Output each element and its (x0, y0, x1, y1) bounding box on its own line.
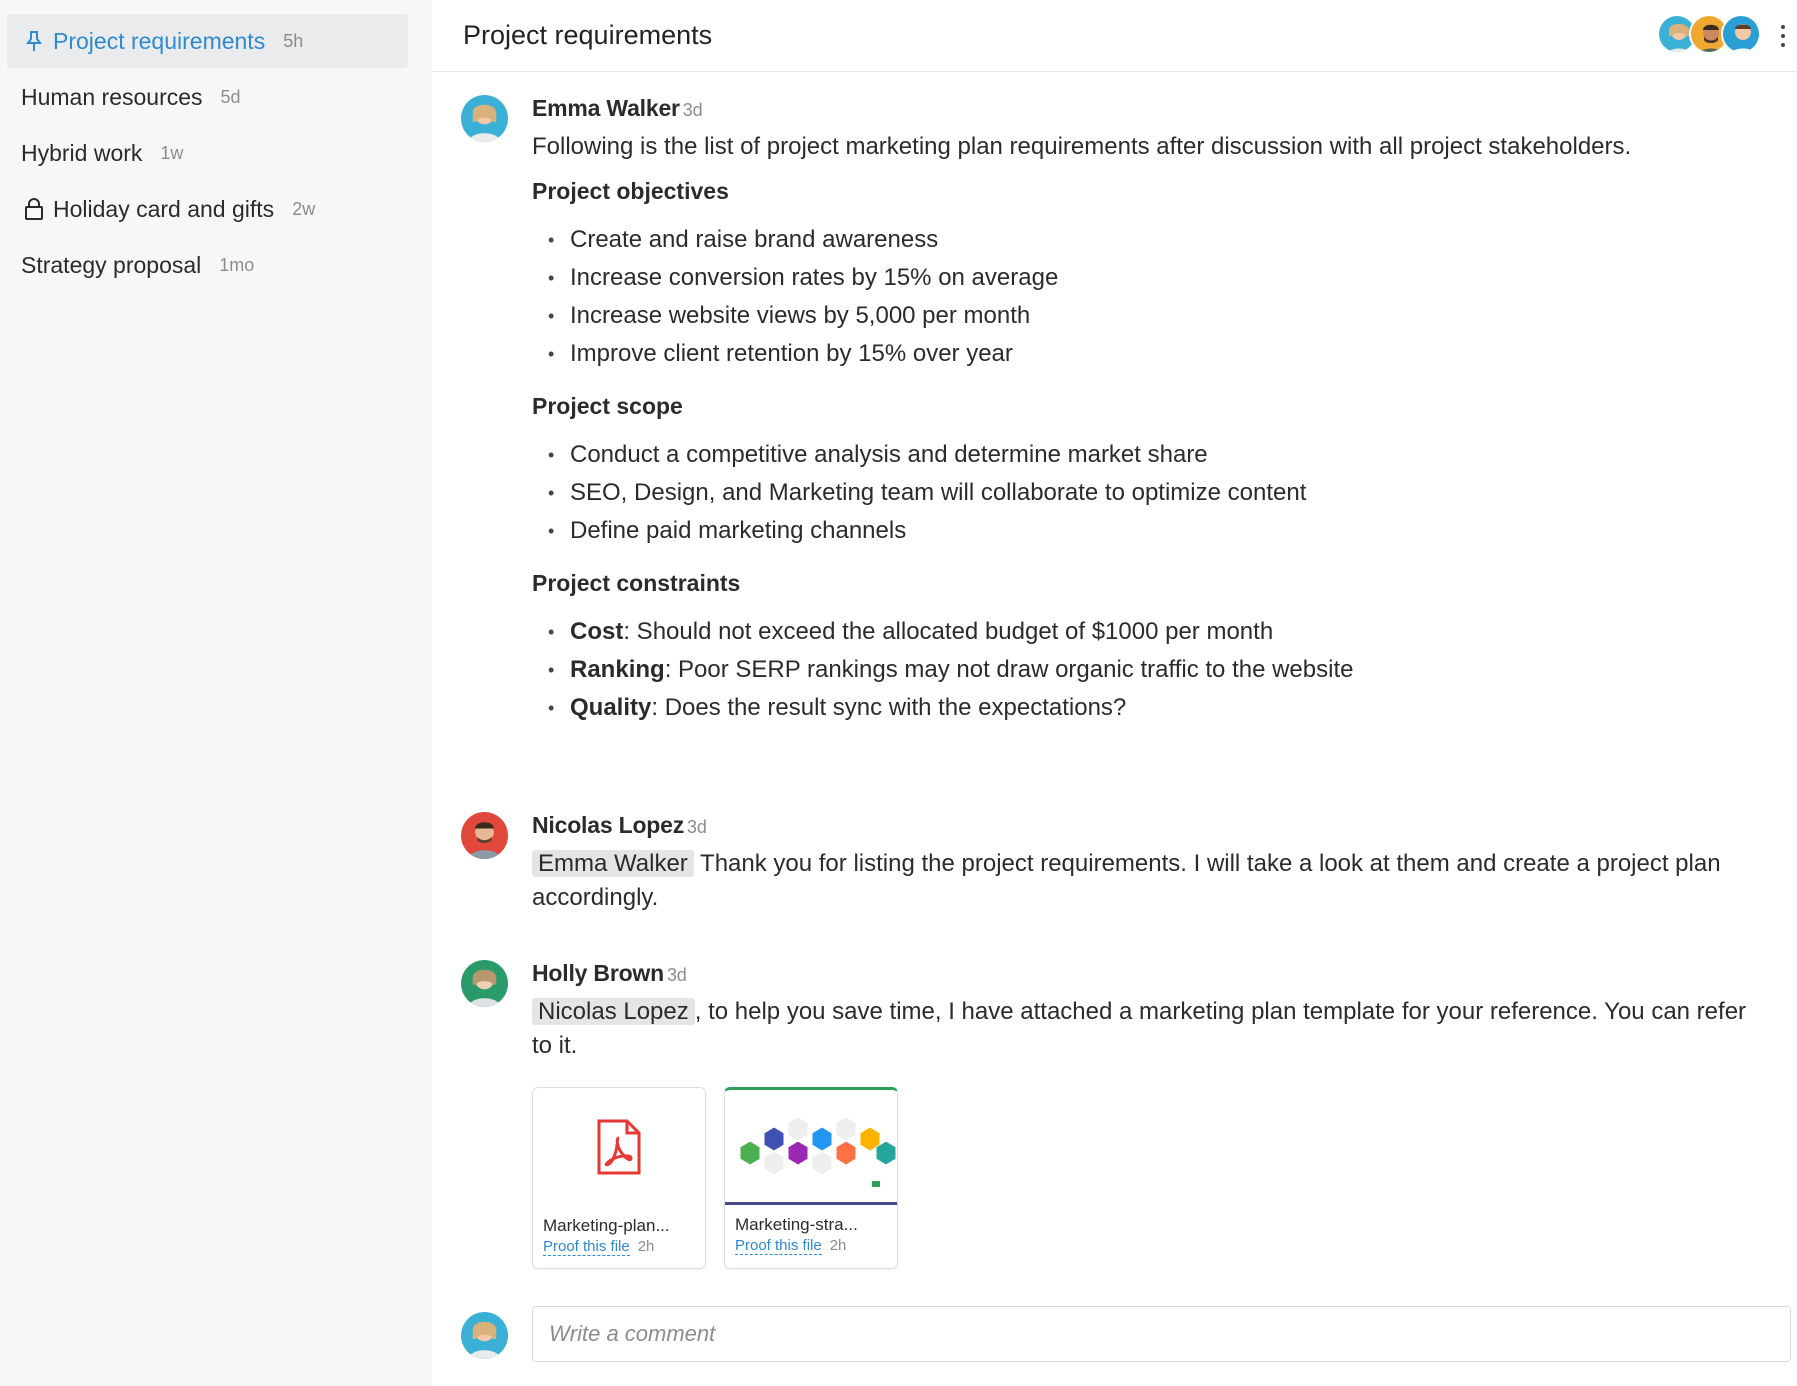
proof-file-link[interactable]: Proof this file (543, 1238, 630, 1255)
sidebar-item-time: 5d (220, 86, 241, 107)
comment-text (532, 847, 1767, 915)
divider (725, 1202, 897, 1205)
list-item (548, 689, 1767, 727)
attachment-name: Marketing-stra... (735, 1215, 858, 1234)
avatar[interactable] (461, 95, 508, 142)
list-item (548, 651, 1767, 689)
bullet-list (548, 436, 1767, 550)
list-item: • SEO, Design, and Marketing team will collaborate to optimize content (548, 474, 1767, 512)
constraint-label: Ranking (570, 656, 665, 683)
constraint-text: : Does the result sync with the expectations? (651, 694, 1127, 721)
comment-time: 3d (682, 100, 703, 120)
comment (461, 95, 1767, 727)
attachment-thumbnail[interactable] (725, 1090, 897, 1202)
mention[interactable]: Emma Walker (532, 850, 694, 877)
sidebar-item-time: 1w (160, 142, 184, 163)
comment-time: 3d (687, 817, 707, 837)
pdf-icon (596, 1118, 642, 1176)
pin-icon (21, 28, 47, 54)
comment-text: Following is the list of project marketing plan requirements after discussion with all project stakeholders. (532, 133, 1632, 160)
list-item: • Increase website views by 5,000 per month (548, 297, 1767, 335)
sidebar-item-holiday-card[interactable] (7, 182, 408, 236)
section-heading: Project constraints (532, 570, 741, 596)
constraint-label: Quality (570, 694, 652, 721)
comment-author (532, 812, 1767, 839)
lock-icon (21, 196, 47, 222)
comment-input[interactable] (532, 1306, 1791, 1362)
sidebar-item-label: Holiday card and gifts (53, 195, 275, 222)
comment-author (532, 95, 1767, 122)
constraint-text: : Poor SERP rankings may not draw organic traffic to the website (664, 656, 1354, 683)
proof-file-link[interactable]: Proof this file (735, 1237, 822, 1254)
section-heading: Project objectives (532, 178, 729, 204)
comment (461, 960, 1767, 1269)
sidebar-item-label: Project requirements (53, 27, 266, 54)
avatar (461, 1312, 508, 1359)
comment-text-content: Thank you for listing the project requirements. I will take a look at them and create a project plan accordingly. (532, 850, 1721, 911)
attachments (532, 1087, 1767, 1269)
sidebar-item-human-resources[interactable] (7, 70, 408, 124)
sidebar-item-label: Hybrid work (21, 139, 143, 166)
list-item: • Increase conversion rates by 15% on average (548, 259, 1767, 297)
comment (461, 812, 1767, 915)
attachment-name: Marketing-plan... (543, 1216, 670, 1235)
constraint-text: : Should not exceed the allocated budget of $1000 per month (623, 618, 1274, 645)
sidebar-item-project-requirements[interactable] (7, 14, 408, 68)
comment-feed (432, 73, 1797, 1386)
bullet-list (548, 221, 1767, 373)
sidebar (0, 0, 432, 1386)
sidebar-item-label: Strategy proposal (21, 251, 202, 278)
sidebar-item-time: 2w (292, 198, 316, 219)
sidebar-item-hybrid-work[interactable] (7, 126, 408, 180)
comment-text-content: , to help you save time, I have attached a marketing plan template for your reference. You can refer to it. (532, 998, 1747, 1059)
list-item: • Define paid marketing channels (548, 512, 1767, 550)
author-name[interactable]: Nicolas Lopez (532, 812, 685, 838)
constraint-label: Cost (570, 618, 624, 645)
list-item: • Conduct a competitive analysis and determine market share (548, 436, 1767, 474)
section-heading: Project scope (532, 393, 683, 419)
avatar[interactable] (1721, 14, 1761, 54)
list-item (548, 613, 1767, 651)
attachment-time: 2h (829, 1237, 847, 1254)
sidebar-item-label: Human resources (21, 83, 203, 110)
author-name[interactable]: Emma Walker (532, 95, 680, 121)
infographic-image (726, 1101, 896, 1191)
comment-text (532, 995, 1767, 1063)
attachment-thumbnail[interactable] (533, 1088, 705, 1206)
attachment-meta (725, 1237, 897, 1254)
list-item: • Improve client retention by 15% over year (548, 335, 1767, 373)
page-title: Project requirements (463, 20, 713, 50)
attachment-time: 2h (637, 1238, 655, 1255)
bullet-list (548, 613, 1767, 727)
avatar[interactable] (461, 812, 508, 859)
attachment-meta (533, 1238, 705, 1255)
list-item: • Create and raise brand awareness (548, 221, 1767, 259)
attachment-card[interactable] (532, 1087, 706, 1269)
sidebar-item-strategy-proposal[interactable] (7, 238, 408, 292)
mention[interactable]: Nicolas Lopez (532, 998, 695, 1025)
header (432, 0, 1797, 72)
comment-author (532, 960, 1767, 987)
sidebar-item-time: 1mo (219, 254, 255, 275)
more-options-icon[interactable] (1775, 18, 1791, 54)
attachment-card[interactable] (724, 1087, 898, 1269)
comment-time: 3d (666, 965, 687, 985)
author-name[interactable]: Holly Brown (532, 960, 664, 986)
sidebar-item-time: 5h (283, 30, 304, 51)
participant-avatars[interactable] (1665, 14, 1761, 54)
avatar[interactable] (461, 960, 508, 1007)
